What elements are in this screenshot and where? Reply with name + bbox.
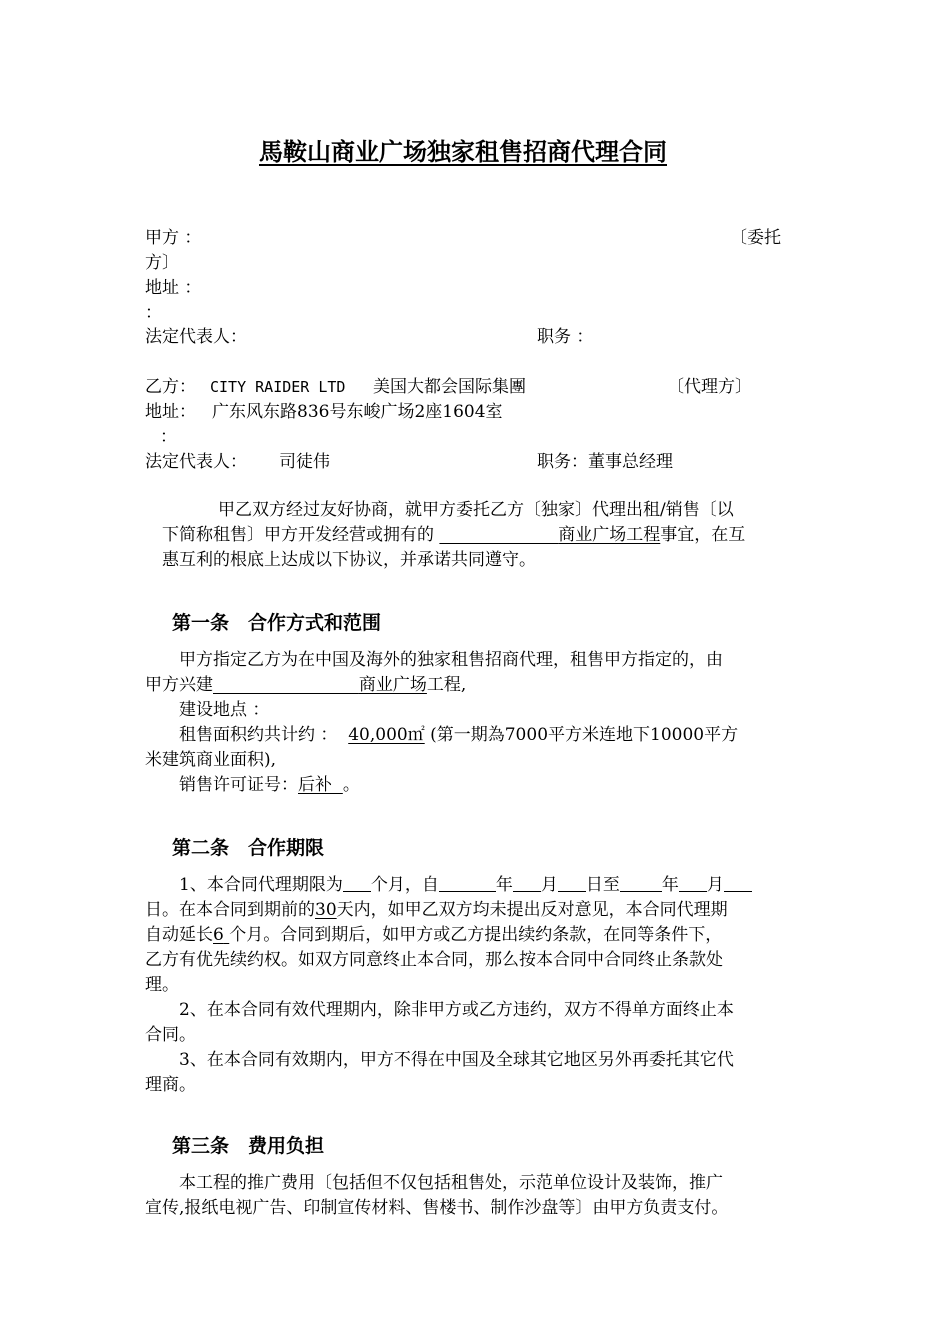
- article-1-area-note: 米建筑商业面积),: [145, 750, 277, 770]
- article-2-line-6: 2、在本合同有效代理期内，除非甲方或乙方违约，双方不得单方面终止本: [179, 1000, 734, 1020]
- article-1-site: 建设地点 ：: [179, 700, 270, 720]
- article-2-line-5: 理。: [145, 975, 179, 995]
- party-b-name-en: CITY RAIDER LTD: [210, 378, 346, 396]
- party-b-address-label: 地址：: [145, 402, 196, 422]
- intro-line-1: 甲乙双方经过友好协商，就甲方委托乙方〔独家〕代理出租/销售〔以: [218, 500, 734, 520]
- party-b-label: 乙方：: [145, 377, 196, 397]
- article-2-line-9: 理商。: [145, 1075, 196, 1095]
- party-a-role: 〔委托: [730, 228, 781, 248]
- article-1-project-name: 商业广场: [358, 675, 427, 695]
- article-1-license-value: 后补: [298, 775, 332, 795]
- article-2-days: 30: [315, 900, 337, 920]
- article-1-area: 租售面积约共计约 ： 40,000㎡ (第一期為7000平方米连地下10000平方: [179, 725, 739, 745]
- party-b-role: 〔代理方〕: [667, 377, 752, 397]
- article-2-heading: 第二条 合作期限: [172, 837, 325, 859]
- article-1-line-1: 甲方指定乙方为在中国及海外的独家租售招商代理，租售甲方指定的，由: [179, 650, 723, 670]
- article-3-heading: 第三条 费用负担: [172, 1135, 325, 1157]
- article-2-line-2: 日。在本合同到期前的30天内，如甲乙双方均未提出反对意见，本合同代理期: [145, 900, 728, 920]
- article-1-area-value: 40,000㎡: [348, 725, 425, 745]
- article-1-heading: 第一条 合作方式和范围: [172, 612, 382, 634]
- party-b-rep-name: 司徒伟: [279, 452, 330, 472]
- contract-title: 馬鞍山商业广场独家租售招商代理合同: [259, 138, 667, 166]
- article-1-license: 销售许可证号：后补 。: [179, 775, 360, 795]
- intro-line-2: 下简称租售〕甲方开发经营或拥有的 商业广场工程事宜，在互: [162, 525, 746, 545]
- article-3-line-2: 宣传,报纸电视广告、印制宣传材料、售楼书、制作沙盘等〕由甲方负责支付。: [145, 1198, 729, 1218]
- article-2-line-4: 乙方有优先续约权。如双方同意终止本合同，那么按本合同中合同终止条款处: [145, 950, 723, 970]
- party-b-address: 广东风东路836号东峻广场2座1604室: [212, 402, 503, 422]
- article-3-line-1: 本工程的推广费用〔包括但不仅包括租售处，示范单位设计及装饰，推广: [179, 1173, 723, 1193]
- party-a-rep-label: 法定代表人：: [145, 327, 247, 347]
- party-b-rep-label: 法定代表人：: [145, 452, 247, 472]
- article-2-line-7: 合同。: [145, 1025, 196, 1045]
- article-1-line-2: 甲方兴建 商业广场工程,: [145, 675, 467, 695]
- party-b-position: 职务：董事总经理: [537, 452, 673, 472]
- intro-project-name: 商业广场工程: [558, 525, 661, 545]
- party-a-address-label: 地址 ：: [145, 278, 202, 298]
- party-a-label: 甲方 ：: [145, 228, 202, 248]
- party-a-position-label: 职务 ：: [537, 327, 594, 347]
- article-2-line-1: 1、本合同代理期限为 个月，自 年 月 日至 年 月: [179, 873, 752, 897]
- party-a-role-cont: 方〕: [145, 253, 179, 273]
- intro-line-3: 惠互利的根底上达成以下协议，并承诺共同遵守。: [162, 550, 536, 570]
- article-2-line-8: 3、在本合同有效期内，甲方不得在中国及全球其它地区另外再委托其它代: [179, 1050, 734, 1070]
- party-b-name-cn: 美国大都会国际集團: [373, 377, 526, 397]
- party-a-colon: ：: [145, 303, 162, 323]
- article-2-line-3: 自动延长6 个月。合同到期后，如甲方或乙方提出续约条款，在同等条件下，: [145, 925, 723, 945]
- party-b-colon: ：: [160, 427, 177, 447]
- article-2-months: 6: [213, 925, 224, 945]
